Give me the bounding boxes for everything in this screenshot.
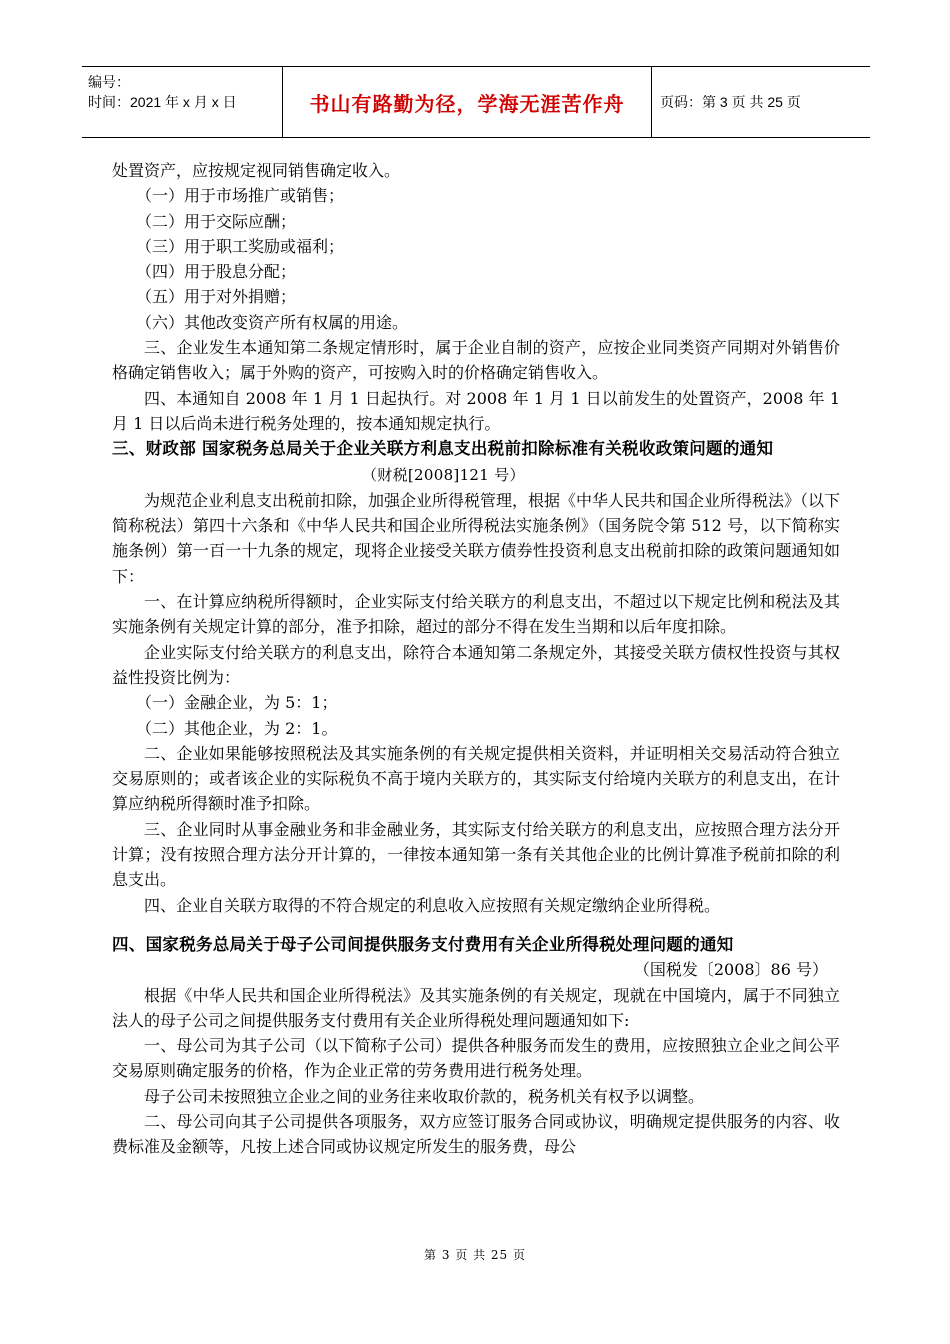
paragraph: 母子公司未按照独立企业之间的业务往来收取价款的，税务机关有权予以调整。 xyxy=(144,1086,705,1106)
list-item: （三）用于职工奖励或福利； xyxy=(136,236,345,256)
paragraph: 处置资产，应按规定视同销售确定收入。 xyxy=(112,161,401,180)
document-time-label: 时间：2021 年 x 月 x 日 xyxy=(88,94,237,110)
page-header xyxy=(82,66,870,138)
list-item: （一）金融企业，为 5：1； xyxy=(136,693,338,713)
document-reference: （财税[2008]121 号） xyxy=(362,465,525,484)
section-title: 三、财政部 国家税务总局关于企业关联方利息支出税前扣除标准有关税收政策问题的通知 xyxy=(112,439,774,459)
paragraph: 四、企业自关联方取得的不符合规定的利息收入应按照有关规定缴纳企业所得税。 xyxy=(144,895,721,915)
paragraph: 三、企业发生本通知第二条规定情形时，属于企业自制的资产，应按企业同类资产同期对外销售价格确定销售收入；属于外购的资产，可按购入时的价格确定销售收入。 xyxy=(112,338,840,383)
paragraph: 一、在计算应纳税所得额时，企业实际支付给关联方的利息支出，不超过以下规定比例和税法及其实施条例有关规定计算的部分，准予扣除，超过的部分不得在发生当期和以后年度扣除。 xyxy=(112,592,840,637)
list-item: （二）用于交际应酬； xyxy=(136,211,297,231)
header-motto: 书山有路勤为径，学海无涯苦作舟 xyxy=(282,67,652,137)
paragraph: 根据《中华人民共和国企业所得税法》及其实施条例的有关规定，现就在中国境内，属于不同独立法人的母子公司之间提供服务支付费用有关企业所得税处理问题通知如下: xyxy=(112,985,840,1030)
document-number-label: 编号： xyxy=(88,74,130,90)
paragraph: 企业实际支付给关联方的利息支出，除符合本通知第二条规定外，其接受关联方债权性投资与其权益性投资比例为： xyxy=(112,642,840,687)
list-item: （五）用于对外捐赠； xyxy=(136,287,297,307)
list-item: （二）其他企业，为 2：1。 xyxy=(136,718,338,738)
document-body xyxy=(112,158,840,1160)
header-page-info: 页码：第 3 页 共 25 页 xyxy=(660,94,801,110)
document-reference: （国税发〔2008〕86 号） xyxy=(633,960,828,980)
paragraph: 为规范企业利息支出税前扣除，加强企业所得税管理，根据《中华人民共和国企业所得税法》（以下简称税法）第四十六条和《中华人民共和国企业所得税法实施条例》（国务院令第 512 号，以下简称实施条例）第一百一十九条的规定，现将企业接受关联方债券性投资利息支出税前扣除的政策问题通知如下： xyxy=(112,490,841,586)
paragraph: 三、企业同时从事金融业务和非金融业务，其实际支付给关联方的利息支出，应按照合理方法分开计算；没有按照合理方法分开计算的，一律按本通知第一条有关其他企业的比例计算准予税前扣除的利息支出。 xyxy=(112,819,840,890)
paragraph: 四、本通知自 2008 年 1 月 1 日起执行。对 2008 年 1 月 1 日以前发生的处置资产，2008 年 1 月 1 日以后尚未进行税务处理的，按本通知规定执行。 xyxy=(112,388,840,433)
paragraph: 二、母公司向其子公司提供各项服务，双方应签订服务合同或协议，明确规定提供服务的内容、收费标准及金额等，凡按上述合同或协议规定所发生的服务费，母公 xyxy=(112,1111,840,1157)
section-heading: 四、国家税务总局关于母子公司间提供服务支付费用有关企业所得税处理问题的通知 xyxy=(112,934,734,954)
paragraph: 一、母公司为其子公司（以下简称子公司）提供各种服务而发生的费用，应按照独立企业之间公平交易原则确定服务的价格，作为企业正常的劳务费用进行税务处理。 xyxy=(112,1036,840,1081)
page-footer: 第 3 页 共 25 页 xyxy=(424,1248,526,1262)
spacer xyxy=(112,918,840,932)
list-item: （一）用于市场推广或销售； xyxy=(136,186,345,206)
header-meta xyxy=(82,67,282,137)
list-item: （六）其他改变资产所有权属的用途。 xyxy=(136,312,409,332)
section-heading xyxy=(112,436,840,488)
list-item: （四）用于股息分配； xyxy=(136,262,297,282)
paragraph: 二、企业如果能够按照税法及其实施条例的有关规定提供相关资料，并证明相关交易活动符合独立交易原则的；或者该企业的实际税负不高于境内关联方的，其实际支付给境内关联方的利息支出，在计算应纳税所得额时准予扣除。 xyxy=(112,743,840,814)
